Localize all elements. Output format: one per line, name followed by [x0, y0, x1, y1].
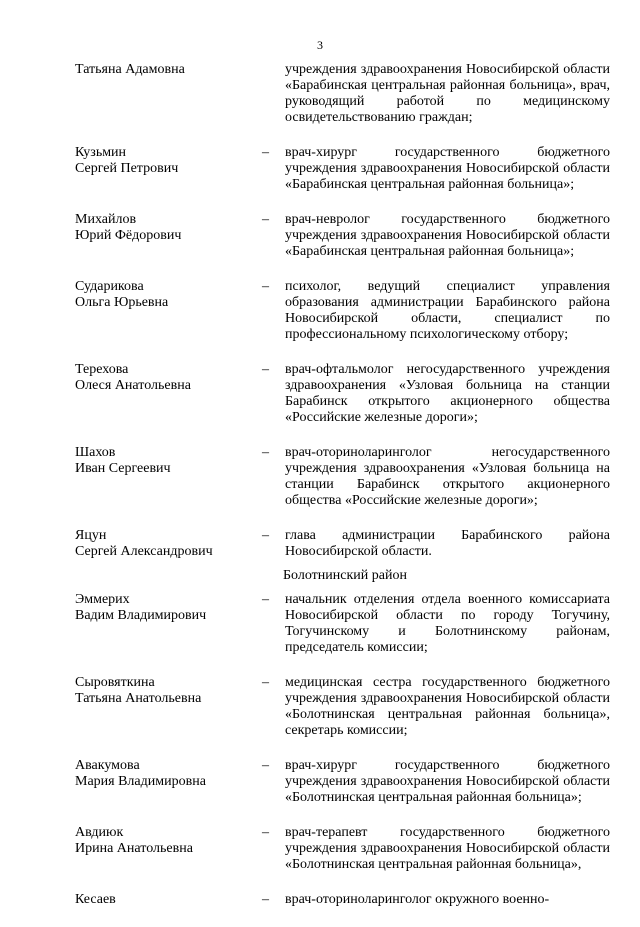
- member-entry: [0, 145, 640, 193]
- member-name-line2: Вадим Владимирович: [75, 608, 207, 623]
- member-name-line2: Олеся Анатольевна: [75, 378, 191, 393]
- member-position: врач-офтальмолог негосударственного учреждения здравоохранения «Узловая больница на станции Барабинск открытого акционерного общества «Российские железные дороги»;: [285, 362, 610, 425]
- member-entry: [0, 675, 640, 739]
- member-name-line2: Иван Сергеевич: [75, 461, 171, 476]
- dash: –: [262, 592, 269, 607]
- member-name-line2: Сергей Александрович: [75, 544, 213, 559]
- member-name-line1: Авакумова: [75, 758, 140, 773]
- member-name-line1: Михайлов: [75, 212, 137, 227]
- member-name: [75, 758, 245, 790]
- member-name-line2: Ирина Анатольевна: [75, 841, 193, 856]
- member-name: [75, 445, 245, 477]
- dash: –: [262, 362, 269, 377]
- dash: –: [262, 675, 269, 690]
- member-position: врач-оториноларинголог негосударственного учреждения здравоохранения «Узловая больница на станции Барабинск открытого акционерного общества «Российские железные дороги»;: [285, 445, 610, 508]
- member-name: [75, 279, 245, 311]
- member-name: [75, 145, 245, 177]
- member-entry: [0, 592, 640, 656]
- dash: –: [262, 892, 269, 907]
- commission-list: [0, 62, 640, 927]
- member-name: [75, 825, 245, 857]
- member-entry: [0, 758, 640, 806]
- member-position: врач-хирург государственного бюджетного учреждения здравоохранения Новосибирской области «Болотнинская центральная районная больница»;: [285, 758, 610, 805]
- member-position: врач-терапевт государственного бюджетного учреждения здравоохранения Новосибирской области «Болотнинская центральная районная больница»,: [285, 825, 610, 872]
- dash: –: [262, 528, 269, 543]
- member-name: [75, 62, 245, 78]
- member-name-line1: Татьяна Адамовна: [75, 62, 185, 77]
- member-name-line1: Авдиюк: [75, 825, 124, 840]
- member-position: психолог, ведущий специалист управления образования администрации Барабинского района Новосибирской области, специалист по профессиональному психологическому отбору;: [285, 279, 610, 342]
- dash: –: [262, 212, 269, 227]
- member-position: врач-оториноларинголог окружного военно-: [285, 892, 550, 907]
- dash: –: [262, 145, 269, 160]
- dash: –: [262, 445, 269, 460]
- member-name-line2: Юрий Фёдорович: [75, 228, 182, 243]
- member-entry: [0, 445, 640, 509]
- member-name-line2: Сергей Петрович: [75, 161, 179, 176]
- member-name: [75, 892, 245, 908]
- dash: –: [262, 758, 269, 773]
- member-name-line1: Кесаев: [75, 892, 116, 907]
- member-name-line1: Терехова: [75, 362, 129, 377]
- member-name: [75, 528, 245, 560]
- member-name-line1: Шахов: [75, 445, 116, 460]
- member-name: [75, 362, 245, 394]
- member-name-line1: Сударикова: [75, 279, 144, 294]
- member-position: врач-невролог государственного бюджетного учреждения здравоохранения Новосибирской области «Барабинская центральная районная больница»;: [285, 212, 610, 259]
- member-entry: [0, 362, 640, 426]
- member-position: врач-хирург государственного бюджетного учреждения здравоохранения Новосибирской области «Барабинская центральная районная больница»;: [285, 145, 610, 192]
- member-entry: [0, 892, 640, 908]
- district-heading: Болотнинский район: [283, 568, 407, 583]
- member-position: начальник отделения отдела военного комиссариата Новосибирской области по городу Тогучину, Тогучинскому и Болотнинскому районам, председатель комиссии;: [285, 592, 610, 655]
- member-entry: [0, 279, 640, 343]
- member-name-line2: Татьяна Анатольевна: [75, 691, 202, 706]
- dash: –: [262, 279, 269, 294]
- member-name-line1: Сыровяткина: [75, 675, 155, 690]
- member-name: [75, 592, 245, 624]
- dash: –: [262, 825, 269, 840]
- member-entry: [0, 62, 640, 126]
- member-name: [75, 212, 245, 244]
- member-name-line2: Ольга Юрьевна: [75, 295, 169, 310]
- member-position: глава администрации Барабинского района Новосибирской области.: [285, 528, 610, 559]
- member-position: учреждения здравоохранения Новосибирской области «Барабинская центральная районная больница», врач, руководящий работой по медицинскому освидетельствованию граждан;: [285, 62, 610, 125]
- member-name: [75, 675, 245, 707]
- member-name-line2: Мария Владимировна: [75, 774, 206, 789]
- member-entry: [0, 212, 640, 260]
- member-position: медицинская сестра государственного бюджетного учреждения здравоохранения Новосибирской области «Болотнинская центральная районная больница», секретарь комиссии;: [285, 675, 610, 738]
- member-entry: [0, 825, 640, 873]
- page-number: 3: [317, 38, 323, 52]
- member-name-line1: Эммерих: [75, 592, 130, 607]
- member-name-line1: Кузьмин: [75, 145, 127, 160]
- member-name-line1: Яцун: [75, 528, 107, 543]
- member-entry: [0, 528, 640, 560]
